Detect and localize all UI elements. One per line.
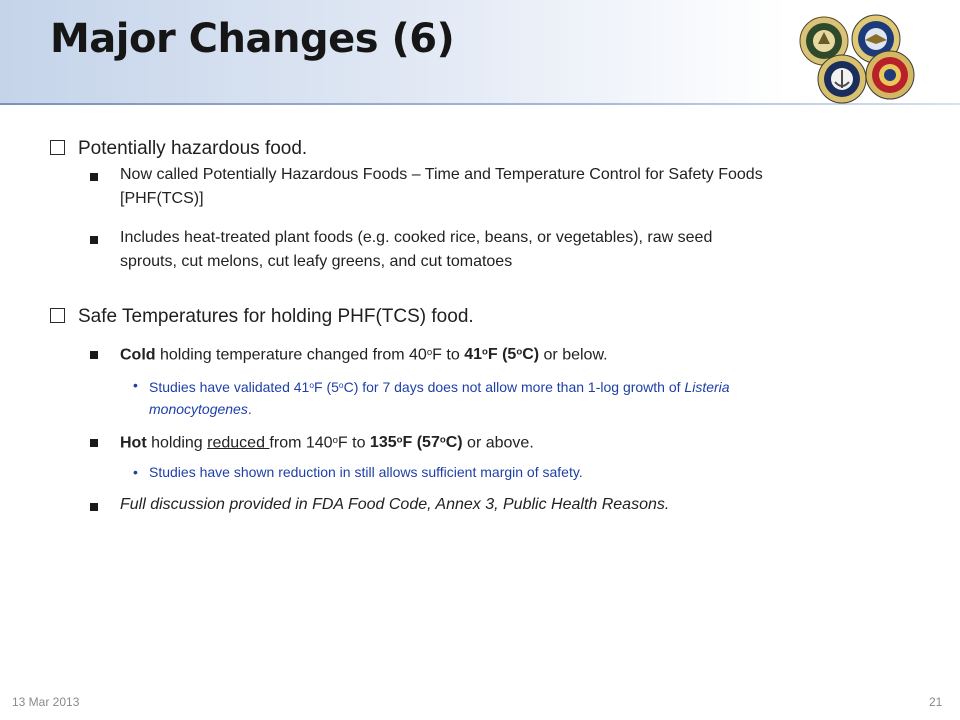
- underlined-text: reduced: [207, 434, 270, 452]
- degree-sup: o: [481, 347, 488, 358]
- degree-sup: o: [426, 347, 433, 358]
- sub-bullet-text: Full discussion provided in FDA Food Code, Annex 3, Public Health Reasons.: [120, 496, 670, 513]
- text-run: or below.: [539, 346, 608, 364]
- slide-title: Major Changes (6): [50, 16, 455, 62]
- square-bullet-icon: [90, 429, 120, 452]
- bullet-text: Safe Temperatures for holding PHF(TCS) food.: [78, 306, 474, 327]
- degree-sup: o: [309, 380, 315, 390]
- sub-bullet-text: [120, 341, 608, 367]
- text-run: F (57: [402, 434, 440, 452]
- sub-bullet-line: sprouts, cut melons, cut leafy greens, and cut tomatoes: [120, 253, 513, 270]
- sub-bullet-text: [120, 429, 534, 455]
- text-run: 135: [369, 434, 397, 452]
- emphasis-text: Cold: [120, 346, 156, 364]
- text-run: C): [522, 346, 540, 364]
- organism-name: monocytogenes: [149, 400, 248, 417]
- sub-bullet-line: [PHF(TCS)]: [120, 190, 204, 207]
- degree-sup: o: [338, 380, 344, 390]
- note-cold-studies: [133, 374, 730, 420]
- bullet-text: Potentially hazardous food.: [78, 138, 308, 159]
- sub-bullet-text: [120, 226, 712, 274]
- emphasis-text: Hot: [120, 434, 147, 452]
- note-hot-studies: [133, 461, 583, 483]
- sub-bullet-line: Includes heat-treated plant foods (e.g. cooked rice, beans, or vegetables), raw seed: [120, 229, 713, 246]
- sub-bullet-hot-holding: [90, 429, 534, 455]
- sub-bullet-full-discussion: [90, 493, 669, 517]
- text-run: holding: [146, 434, 208, 452]
- text-run: F to: [337, 434, 370, 452]
- new-temperature: [464, 346, 539, 363]
- text-run: Studies have validated 41: [149, 378, 310, 395]
- organism-name: Listeria: [684, 378, 730, 395]
- dot-bullet-icon: •: [133, 464, 138, 480]
- text-run: F (5: [487, 346, 517, 364]
- sub-bullet-includes: [90, 226, 712, 274]
- bullet-potentially-hazardous: [50, 138, 307, 160]
- footer-date: 13 Mar 2013: [12, 695, 80, 709]
- page-number: 21: [929, 695, 943, 709]
- checkbox-bullet-icon: [50, 138, 78, 160]
- degree-sup: o: [332, 435, 338, 446]
- dot-bullet-icon: •: [133, 377, 138, 393]
- degree-sup: o: [439, 435, 446, 446]
- text-run: from 140: [269, 434, 333, 452]
- note-text: [149, 374, 730, 420]
- sub-bullet-cold-holding: [90, 341, 608, 367]
- square-bullet-icon: [90, 226, 120, 249]
- text-run: C): [445, 434, 463, 452]
- sub-bullet-line: Now called Potentially Hazardous Foods – Time and Temperature Control for Safety Foods: [120, 166, 763, 183]
- checkbox-bullet-icon: [50, 306, 78, 328]
- text-run: C) for 7 days does not allow more than 1-log growth of: [343, 378, 685, 395]
- degree-sup: o: [516, 347, 523, 358]
- square-bullet-icon: [90, 163, 120, 186]
- new-temperature: [370, 434, 463, 451]
- bullet-safe-temperatures: [50, 306, 474, 328]
- note-text: Studies have shown reduction in still allows sufficient margin of safety.: [149, 464, 583, 480]
- text-run: 41: [464, 346, 482, 364]
- sub-bullet-now-called: [90, 163, 763, 211]
- square-bullet-icon: [90, 493, 120, 516]
- text-run: .: [247, 400, 252, 417]
- text-run: F (5: [314, 378, 339, 395]
- text-run: or above.: [462, 434, 534, 452]
- sub-bullet-text: [120, 163, 763, 211]
- text-run: holding temperature changed from 40: [155, 346, 427, 364]
- degree-sup: o: [396, 435, 403, 446]
- square-bullet-icon: [90, 341, 120, 364]
- text-run: F to: [432, 346, 465, 364]
